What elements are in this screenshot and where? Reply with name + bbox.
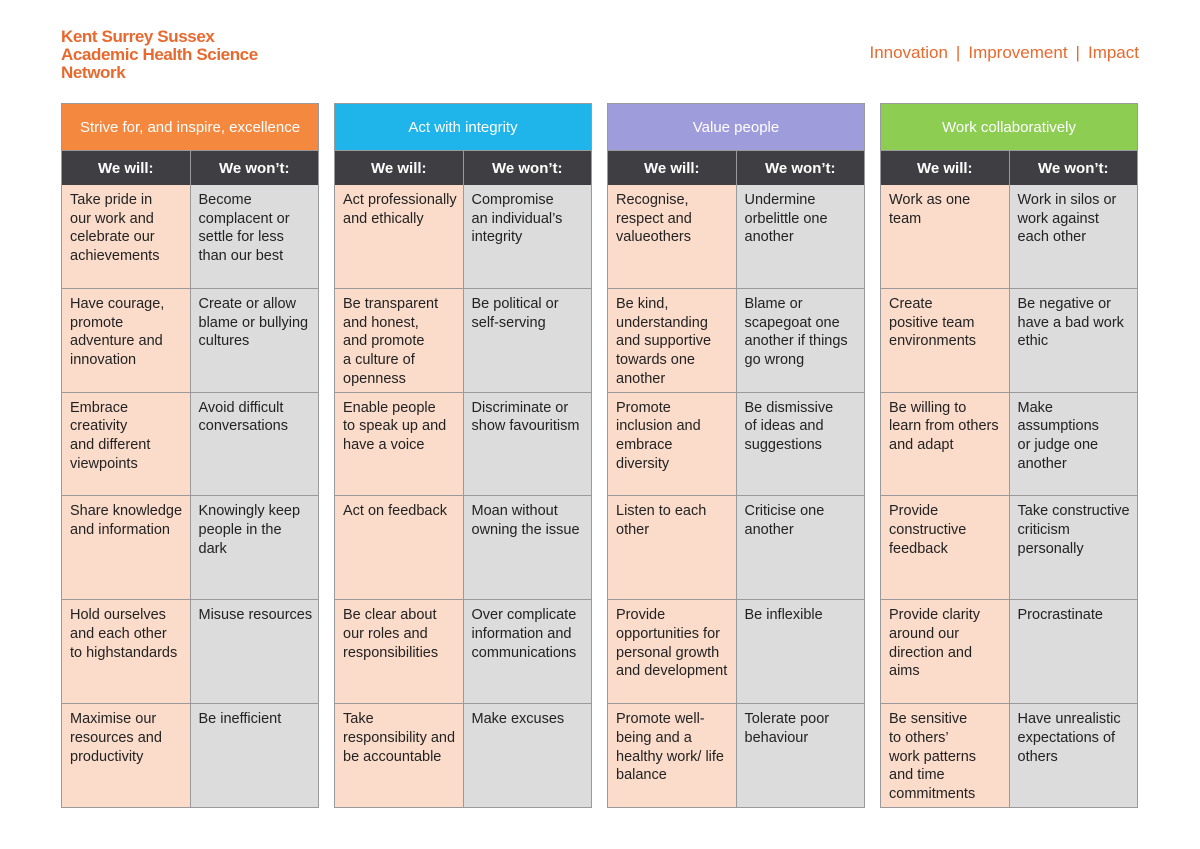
we-will-cell: Promote well- being and a healthy work/ life balance [608,704,737,807]
behaviour-rows [881,185,1137,807]
behaviour-row [881,288,1137,392]
we-wont-cell: Avoid difficult conversations [191,393,319,496]
behaviour-row [62,392,318,496]
value-column [607,103,865,808]
column-title: Work collaboratively [881,104,1137,151]
logo-line-3: Network [61,63,126,82]
we-will-cell: Act professionally and ethically [335,185,464,288]
we-will-heading: We will: [335,151,464,185]
we-wont-cell: Have unrealistic expectations of others [1010,704,1138,807]
we-will-cell: Provide opportunities for personal growth and development [608,600,737,703]
we-wont-cell: Misuse resources [191,600,319,703]
logo-line-1: Kent Surrey Sussex [61,27,215,46]
we-wont-cell: Create or allow blame or bullying cultures [191,289,319,392]
value-column [334,103,592,808]
we-wont-cell: Undermine orbelittle one another [737,185,865,288]
behaviour-row [335,185,591,288]
we-wont-cell: Over complicate information and communications [464,600,592,703]
we-will-cell: Recognise, respect and valueothers [608,185,737,288]
column-subheader [62,151,318,185]
we-wont-cell: Make excuses [464,704,592,807]
behaviour-row [881,703,1137,807]
we-will-cell: Provide constructive feedback [881,496,1010,599]
we-wont-cell: Discriminate or show favouritism [464,393,592,496]
we-will-cell: Share knowledge and information [62,496,191,599]
we-wont-heading: We won’t: [218,159,290,177]
behaviour-row [62,288,318,392]
organisation-logo [61,28,258,82]
behaviour-row [608,495,864,599]
we-will-cell: Have courage, promote adventure and innovation [62,289,191,392]
behaviour-rows [62,185,318,807]
tagline-separator: | [955,43,961,62]
behaviour-row [62,599,318,703]
we-wont-cell: Be negative or have a bad work ethic [1010,289,1138,392]
we-will-heading: We will: [608,151,737,185]
we-wont-cell: Tolerate poor behaviour [737,704,865,807]
we-will-cell: Act on feedback [335,496,464,599]
we-will-cell: Take responsibility and be accountable [335,704,464,807]
we-will-cell: Create positive team environments [881,289,1010,392]
behaviour-row [608,599,864,703]
we-will-cell: Embrace creativity and different viewpoints [62,393,191,496]
we-wont-cell: Criticise one another [737,496,865,599]
logo-line-2: Academic Health Science [61,45,258,64]
we-wont-cell: Knowingly keep people in the dark [191,496,319,599]
we-wont-cell: Compromise an individual’s integrity [464,185,592,288]
behaviour-row [881,392,1137,496]
behaviour-row [62,185,318,288]
column-title: Act with integrity [335,104,591,151]
behaviour-row [881,185,1137,288]
we-wont-heading: We won’t: [1037,159,1109,177]
we-wont-heading: We won’t: [491,159,563,177]
column-subheader [608,151,864,185]
we-wont-cell: Become complacent or settle for less than our best [191,185,319,288]
we-wont-cell: Procrastinate [1010,600,1138,703]
we-will-cell: Be clear about our roles and responsibilities [335,600,464,703]
behaviour-row [881,495,1137,599]
behaviour-row [335,599,591,703]
we-will-cell: Work as one team [881,185,1010,288]
we-wont-cell: Be inflexible [737,600,865,703]
behaviour-row [881,599,1137,703]
tagline-improvement: Improvement [968,43,1068,62]
we-wont-heading: We won’t: [764,159,836,177]
we-will-cell: Be sensitive to others’ work patterns and time commitments [881,704,1010,807]
we-will-cell: Be willing to learn from others and adapt [881,393,1010,496]
behaviour-rows [608,185,864,807]
behaviour-rows [335,185,591,807]
value-column [880,103,1138,808]
we-will-cell: Enable people to speak up and have a voice [335,393,464,496]
behaviour-row [608,392,864,496]
behaviour-row [608,185,864,288]
we-will-cell: Maximise our resources and productivity [62,704,191,807]
we-will-cell: Provide clarity around our direction and aims [881,600,1010,703]
column-subheader [881,151,1137,185]
column-title: Value people [608,104,864,151]
behaviour-row [335,495,591,599]
we-will-cell: Listen to each other [608,496,737,599]
we-wont-cell: Work in silos or work against each other [1010,185,1138,288]
we-will-heading: We will: [881,151,1010,185]
tagline-innovation: Innovation [869,43,948,62]
column-title: Strive for, and inspire, excellence [62,104,318,151]
we-will-heading: We will: [62,151,191,185]
column-subheader [335,151,591,185]
we-will-cell: Take pride in our work and celebrate our achievements [62,185,191,288]
we-wont-cell: Be dismissive of ideas and suggestions [737,393,865,496]
behaviour-row [335,392,591,496]
we-wont-cell: Moan without owning the issue [464,496,592,599]
we-wont-cell: Blame or scapegoat one another if things go wrong [737,289,865,392]
behaviour-row [62,703,318,807]
we-will-cell: Hold ourselves and each other to highstandards [62,600,191,703]
behaviour-row [335,703,591,807]
tagline-separator: | [1075,43,1080,62]
we-wont-cell: Take constructive criticism personally [1010,496,1138,599]
we-wont-cell: Be inefficient [191,704,319,807]
behaviour-row [608,288,864,392]
behaviour-row [335,288,591,392]
we-wont-cell: Be political or self-serving [464,289,592,392]
we-wont-cell: Make assumptions or judge one another [1010,393,1138,496]
behaviour-row [608,703,864,807]
behaviour-row [62,495,318,599]
value-column [61,103,319,808]
tagline-impact: Impact [1087,43,1139,62]
tagline [869,43,1139,63]
we-will-cell: Promote inclusion and embrace diversity [608,393,737,496]
we-will-cell: Be kind, understanding and supportive towards one another [608,289,737,392]
we-will-cell: Be transparent and honest, and promote a culture of openness [335,289,464,392]
